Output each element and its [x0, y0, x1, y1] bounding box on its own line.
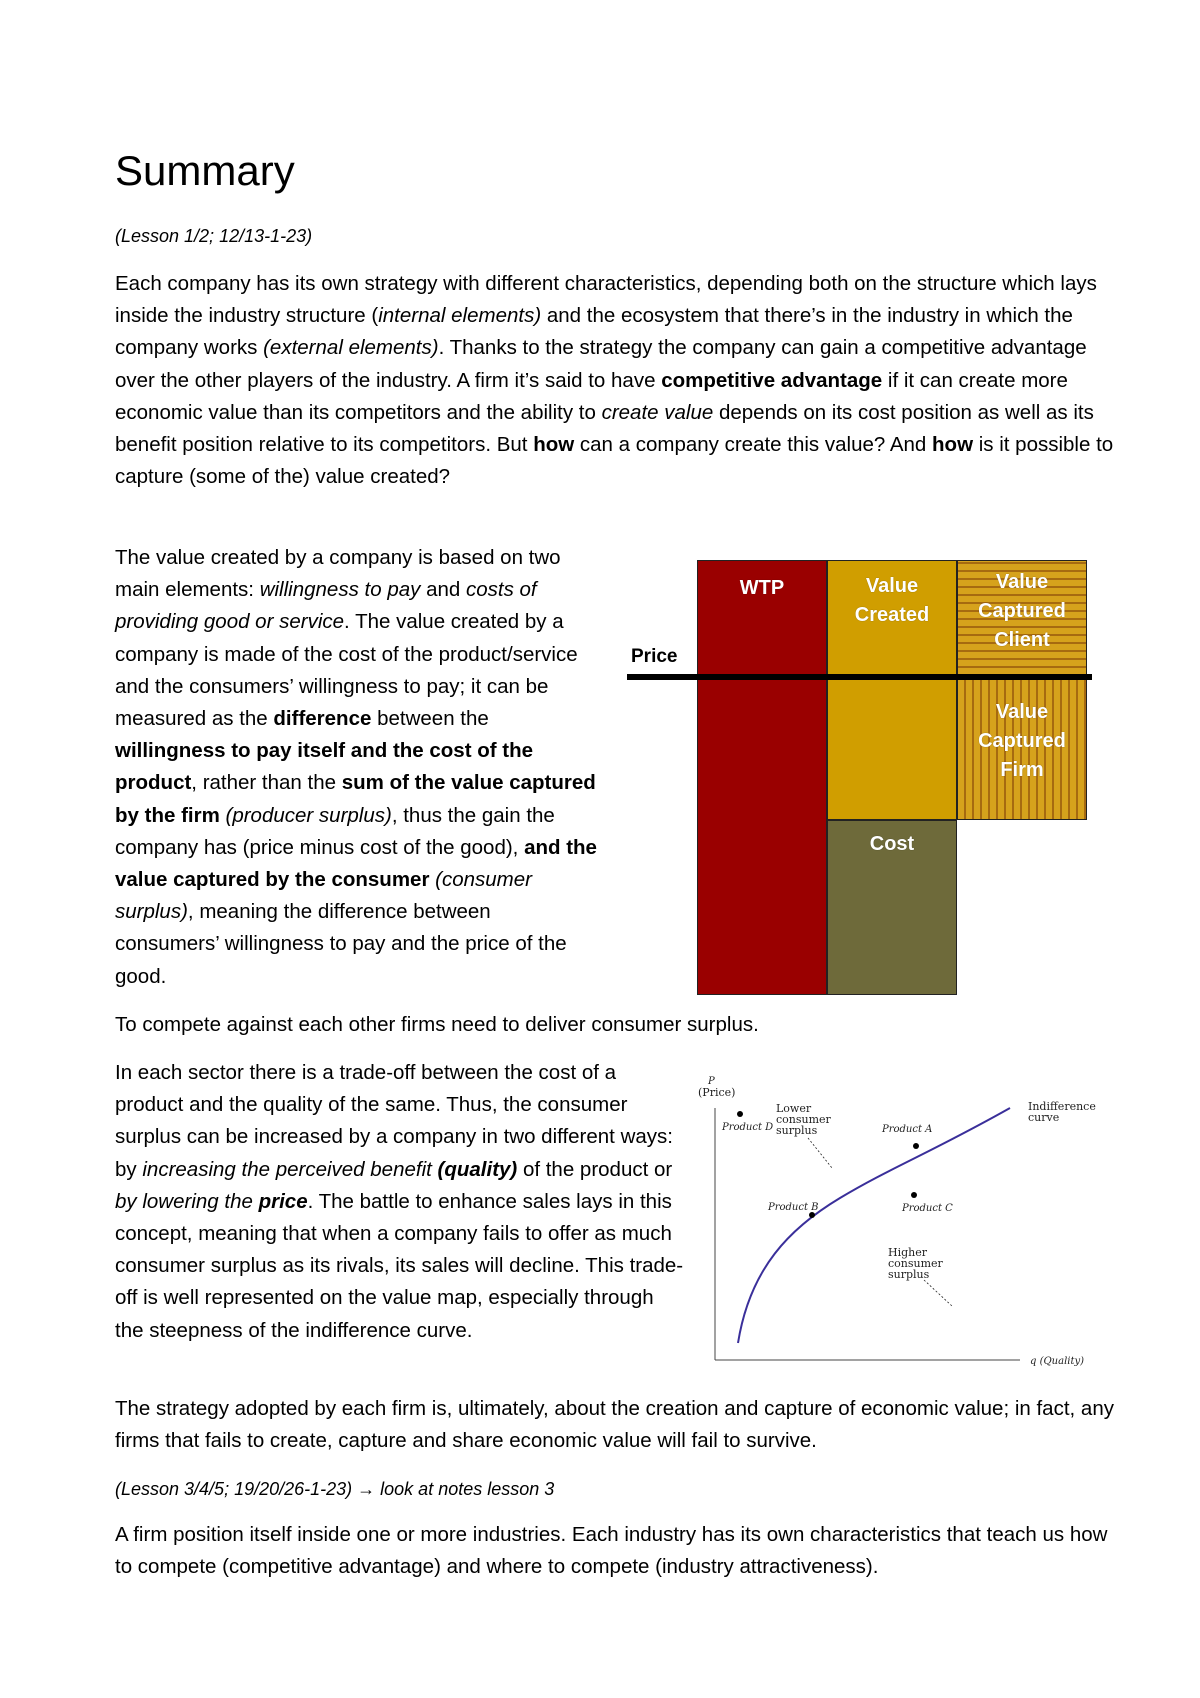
lower-surplus-label-1: Lower: [776, 1102, 812, 1115]
product-d-point: [737, 1111, 743, 1117]
product-b-label: Product B: [768, 1202, 819, 1213]
compete-paragraph: To compete against each other firms need to deliver consumer surplus.: [115, 1013, 759, 1036]
lower-surplus-label-2: consumer: [776, 1113, 831, 1126]
indifference-label-1: Indifference: [1028, 1100, 1096, 1113]
intro-paragraph: Each company has its own strategy with different characteristics, depending both on the structure which lays inside the industry structure (internal elements) and the ecosystem that there’s in the industry in which the company works (external elements). Thanks to the strategy the company can gain a competitive advantage over the other players of the industry. A firm it’s said to have competitive advantage if it can create more economic value than its competitors and the ability to create value depends on its cost position as well as its benefit position relative to its competitors. But how can a company create this value? And how is it possible to capture (some of the) value created?: [115, 272, 1114, 489]
position-paragraph: A firm position itself inside one or more industries. Each industry has its own characteristics that teach us how to compete (competitive advantage) and where to compete (industry attractiveness).: [115, 1523, 1108, 1579]
higher-surplus-arrow: [924, 1280, 952, 1306]
value-stick-diagram: [625, 560, 1095, 995]
wtp-label: WTP: [739, 577, 785, 599]
value-created-paragraph: The value created by a company is based on two main elements: willingness to pay and costs of providing good or service. The value created by a company is made of the cost of the product/service and the consumers’ willingness to pay; it can be measured as the difference between the willingness to pay itself and the cost of the product, rather than the sum of the value captured by the firm (producer surplus), thus the gain the company has (price minus cost of the good), and the value captured by the consumer (consumer surplus), meaning the difference between consumers’ willingness to pay and the price of the good.: [115, 546, 597, 988]
tradeoff-paragraph: In each sector there is a trade-off between the cost of a product and the quality of the same. Thus, the consumer surplus can be increased by a company in two different ways: by increasing the perceived benefit (quality) of the product or by lowering the price. The battle to enhance sales lays in this concept, meaning that when a company fails to offer as much consumer surplus as its rivals, its sales will decline. This trade-off is well represented on the value map, especially through the steepness of the indifference curve.: [115, 1061, 684, 1342]
price-label: Price: [631, 646, 678, 667]
value-map-chart: [690, 1068, 1100, 1373]
value-captured-firm-label: Value Captured Firm: [978, 701, 1066, 781]
product-c-point: [911, 1192, 917, 1198]
indifference-label-2: curve: [1028, 1111, 1060, 1124]
cost-label: Cost: [869, 833, 915, 855]
lower-surplus-arrow: [808, 1138, 832, 1168]
lesson-reference-2: (Lesson 3/4/5; 19/20/26-1-23) → look at notes lesson 3: [115, 1479, 555, 1499]
product-a-point: [913, 1143, 919, 1149]
page-title: Summary: [115, 147, 295, 194]
product-c-label: Product C: [902, 1203, 953, 1214]
higher-surplus-label-3: surplus: [888, 1268, 930, 1281]
higher-surplus-label-2: consumer: [888, 1257, 943, 1270]
lower-surplus-label-3: surplus: [776, 1124, 818, 1137]
higher-surplus-label-1: Higher: [888, 1246, 928, 1259]
value-captured-client-label: Value Captured Client: [978, 571, 1066, 651]
product-a-label: Product A: [882, 1124, 933, 1135]
lesson-reference-1: (Lesson 1/2; 12/13-1-23): [115, 226, 313, 246]
value-created-label: Value Created: [854, 575, 930, 626]
x-axis-label: q (Quality): [1030, 1356, 1085, 1367]
y-axis-label-price: (Price): [698, 1086, 736, 1099]
strategy-paragraph: The strategy adopted by each firm is, ultimately, about the creation and capture of economic value; in fact, any firms that fails to create, capture and share economic value will fail to survive.: [115, 1397, 1114, 1453]
indifference-curve: [738, 1108, 1010, 1343]
product-d-label: Product D: [722, 1122, 774, 1133]
price-line: [627, 674, 1092, 680]
wtp-bar: [697, 560, 827, 995]
y-axis-label-p: P: [708, 1076, 715, 1087]
